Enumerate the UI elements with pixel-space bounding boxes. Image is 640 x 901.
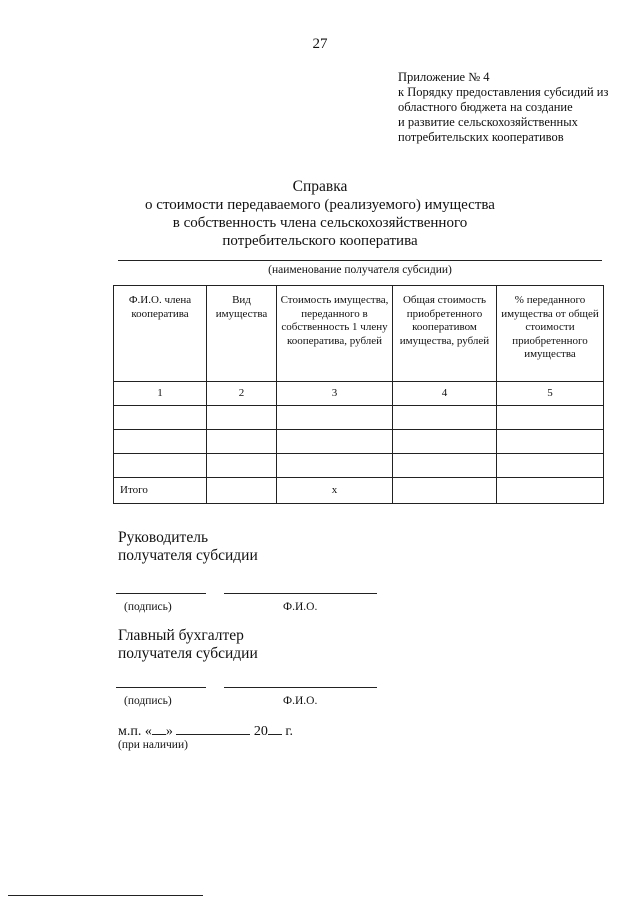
column-header: Стоимость имущества, переданного в собственность 1 члену кооператива, рублей: [277, 286, 393, 382]
table-cell: [277, 406, 393, 430]
day-blank: [152, 720, 166, 735]
appendix-line: к Порядку предоставления субсидий из: [398, 85, 609, 99]
year-suffix: г.: [285, 724, 294, 739]
appendix-line: Приложение № 4: [398, 70, 490, 84]
column-header: % переданного имущества от общей стоимости приобретенного имущества: [497, 286, 604, 382]
year-prefix: 20: [253, 724, 268, 739]
column-header: Вид имущества: [207, 286, 277, 382]
column-number: 4: [393, 382, 497, 406]
table-cell: [114, 454, 207, 478]
stamp-note: (при наличии): [118, 739, 188, 751]
footnote-rule: [8, 895, 203, 896]
quote-open: «: [144, 724, 152, 739]
table-cell: [497, 406, 604, 430]
table-cell: [393, 430, 497, 454]
table-total-row: [114, 478, 604, 504]
signature-title-line: получателя субсидии: [118, 645, 258, 662]
title-line: потребительского кооператива: [222, 233, 418, 249]
column-number: 1: [114, 382, 207, 406]
signature-title-line: получателя субсидии: [118, 547, 258, 564]
table-cell: [277, 430, 393, 454]
table-cell: [114, 430, 207, 454]
table-cell: [207, 430, 277, 454]
column-number: 5: [497, 382, 604, 406]
property-table: [113, 285, 604, 504]
accountant-signature-line: [116, 687, 206, 688]
column-header: Ф.И.О. члена кооператива: [114, 286, 207, 382]
head-signature-title: [118, 529, 258, 565]
accountant-name-line: [224, 687, 377, 688]
column-number: 2: [207, 382, 277, 406]
table-cell: [497, 478, 604, 504]
recipient-name-line: [118, 260, 602, 261]
total-mark: х: [277, 478, 393, 504]
table-row: [114, 406, 604, 430]
signature-title-line: Руководитель: [118, 529, 209, 546]
quote-close: »: [165, 724, 173, 739]
column-header: Общая стоимость приобретенного кооперативом имущества, рублей: [393, 286, 497, 382]
table-cell: [207, 454, 277, 478]
recipient-caption: (наименование получателя субсидии): [268, 264, 452, 276]
table-cell: [497, 430, 604, 454]
column-number: 3: [277, 382, 393, 406]
table-cell: [393, 406, 497, 430]
table-row: [114, 430, 604, 454]
stamp-date-line: [118, 720, 293, 740]
document-title: [0, 178, 640, 250]
table-cell: [497, 454, 604, 478]
table-cell: [207, 478, 277, 504]
table-cell: [393, 454, 497, 478]
name-caption: Ф.И.О.: [283, 695, 318, 707]
stamp-mark: м.п.: [118, 724, 142, 739]
head-name-line: [224, 593, 377, 594]
table-number-row: [114, 382, 604, 406]
appendix-note: [398, 70, 608, 145]
signature-caption: (подпись): [124, 601, 172, 613]
appendix-line: потребительских кооперативов: [398, 130, 564, 144]
table-cell: [277, 454, 393, 478]
year-blank: [268, 720, 282, 735]
page-number: 27: [312, 36, 328, 52]
appendix-line: областного бюджета на создание: [398, 100, 573, 114]
table-row: [114, 454, 604, 478]
title-line: о стоимости передаваемого (реализуемого) имущества: [145, 197, 495, 213]
name-caption: Ф.И.О.: [283, 601, 318, 613]
table-header-row: [114, 286, 604, 382]
title-main: Справка: [292, 178, 348, 195]
month-blank: [176, 720, 250, 735]
appendix-line: и развитие сельскохозяйственных: [398, 115, 578, 129]
signature-caption: (подпись): [124, 695, 172, 707]
table-cell: [207, 406, 277, 430]
title-line: в собственность члена сельскохозяйственного: [172, 215, 468, 231]
accountant-signature-title: [118, 627, 258, 663]
signature-title-line: Главный бухгалтер: [118, 627, 244, 644]
total-label: Итого: [114, 478, 207, 504]
table-cell: [393, 478, 497, 504]
head-signature-line: [116, 593, 206, 594]
table-cell: [114, 406, 207, 430]
